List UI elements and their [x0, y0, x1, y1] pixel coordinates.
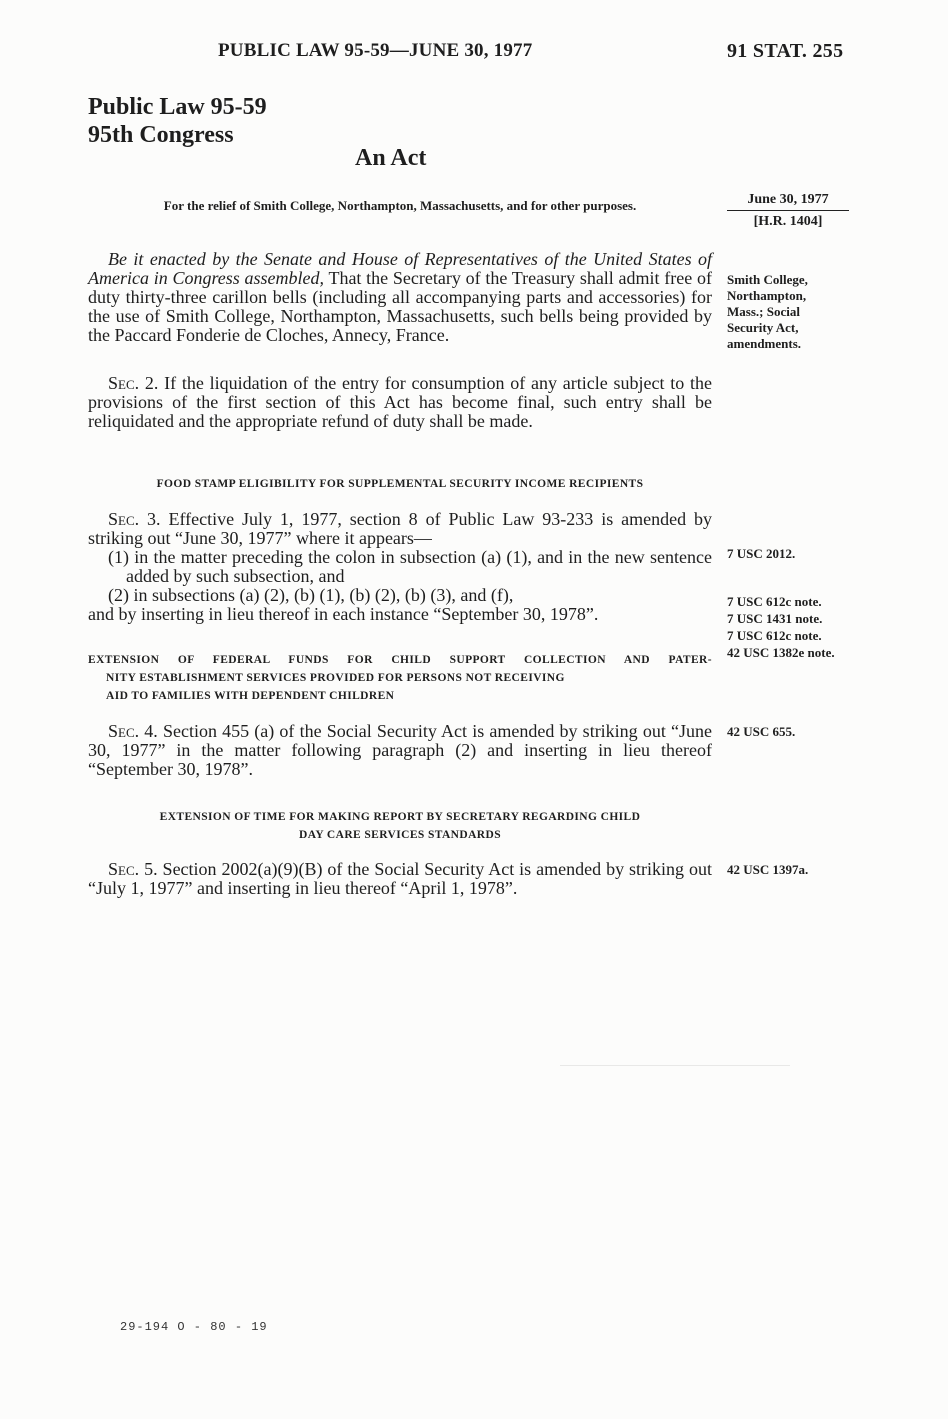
margin-usc-1431: 7 USC 1431 note.	[727, 611, 823, 626]
margin-usc-612c: 7 USC 612c note.	[727, 594, 822, 609]
section-3	[88, 510, 712, 624]
margin-date: June 30, 1977	[727, 192, 849, 211]
section-4	[88, 722, 712, 779]
child-support-heading-line-1: EXTENSION OF FEDERAL FUNDS FOR CHILD SUPPORT COLLECTION AND PATER-	[88, 654, 712, 666]
print-code: 29-194 O - 80 - 19	[120, 1320, 268, 1334]
section-3-item-2: (2) in subsections (a) (2), (b) (1), (b) (2), (b) (3), and (f),	[108, 585, 514, 605]
statute-page-reference: 91 STAT. 255	[727, 40, 844, 62]
margin-usc-655: 42 USC 655.	[727, 724, 796, 739]
child-support-heading-line-2: NITY ESTABLISHMENT SERVICES PROVIDED FOR PERSONS NOT RECEIVING	[106, 672, 565, 684]
section-3-label: Sec. 3.	[108, 509, 161, 529]
section-5-label: Sec. 5.	[108, 859, 158, 879]
margin-usc-1397a: 42 USC 1397a.	[727, 862, 809, 877]
section-5-text: Section 2002(a)(9)(B) of the Social Security Act is amended by striking out “July 1, 1977” and inserting in lieu thereof “April 1, 1978”.	[88, 859, 713, 898]
day-care-heading-line-2: DAY CARE SERVICES STANDARDS	[299, 829, 501, 841]
enacting-clause-italic: Be it enacted by the Senate and House of Representatives of the United States of America in Congress assembled,	[88, 249, 712, 288]
act-title: An Act	[355, 145, 427, 171]
food-stamp-heading: FOOD STAMP ELIGIBILITY FOR SUPPLEMENTAL SECURITY INCOME RECIPIENTS	[156, 478, 644, 490]
section-3-tail: and by inserting in lieu thereof in each instance “September 30, 1978”.	[88, 604, 599, 624]
show-through-rule	[560, 1065, 790, 1066]
margin-subject-note: Smith College, Northampton, Mass.; Social Security Act, amendments.	[727, 272, 808, 351]
day-care-heading	[88, 808, 712, 844]
margin-usc-2012: 7 USC 2012.	[727, 546, 796, 561]
section-2	[88, 374, 712, 431]
child-support-heading	[88, 651, 712, 705]
margin-usc-notes	[727, 593, 837, 661]
section-2-label: Sec. 2.	[108, 373, 159, 393]
congress-number: 95th Congress	[88, 122, 234, 148]
section-3-text: Effective July 1, 1977, section 8 of Public Law 93-233 is amended by striking out “June 30, 1977” where it appears—	[88, 509, 712, 548]
running-head: PUBLIC LAW 95-59—JUNE 30, 1977	[218, 40, 533, 61]
child-support-heading-line-3: AID TO FAMILIES WITH DEPENDENT CHILDREN	[106, 690, 395, 702]
law-title-block	[88, 93, 267, 149]
section-4-label: Sec. 4.	[108, 721, 158, 741]
enacting-clause-body: That the Secretary of the Treasury shall admit free of duty thirty-three carillon bells (including all accompanying parts and accessories) for the use of Smith College, Northampton, Massachusetts, such bells being provided by the Paccard Fonderie de Cloches, Annecy, France.	[88, 268, 712, 345]
margin-usc-612c-2: 7 USC 612c note.	[727, 628, 822, 643]
margin-bill-number: [H.R. 1404]	[753, 214, 823, 229]
section-5	[88, 860, 712, 898]
margin-usc-1382e: 42 USC 1382e note.	[727, 645, 835, 660]
day-care-heading-line-1: EXTENSION OF TIME FOR MAKING REPORT BY SECRETARY REGARDING CHILD	[159, 811, 641, 823]
enacting-clause	[88, 250, 712, 345]
section-4-text: Section 455 (a) of the Social Security Act is amended by striking out “June 30, 1977” in the matter following paragraph (2) and inserting in lieu thereof “September 30, 1978”.	[88, 721, 713, 779]
public-law-number: Public Law 95-59	[88, 94, 267, 120]
section-2-text: If the liquidation of the entry for consumption of any article subject to the provisions of the first section of this Act has become final, such entry shall be reliquidated and the appropriate refund of duty shall be made.	[88, 373, 712, 431]
section-3-item-1: (1) in the matter preceding the colon in subsection (a) (1), and in the new sentence added by such subsection, and	[108, 547, 712, 586]
act-purpose: For the relief of Smith College, Northampton, Massachusetts, and for other purposes.	[163, 198, 637, 213]
